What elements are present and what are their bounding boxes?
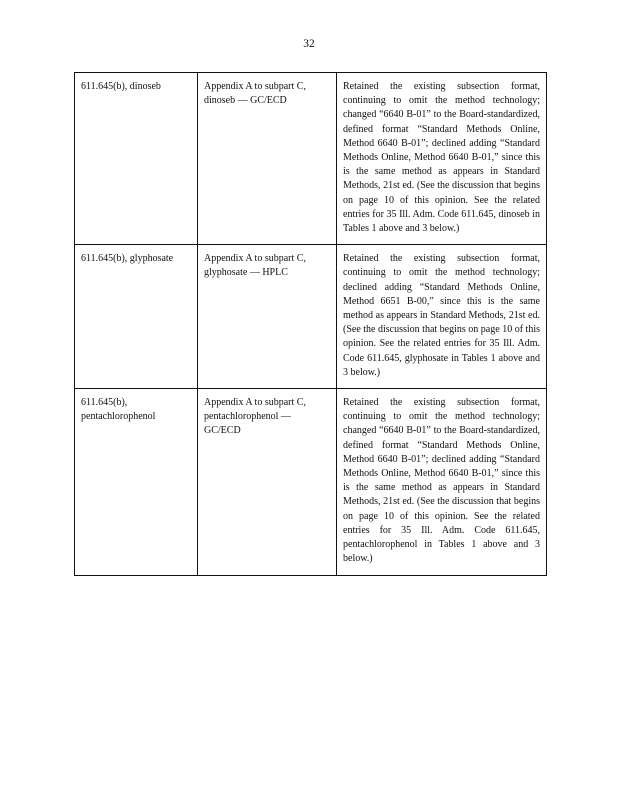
- section-cell: 611.645(b), pentachlorophenol: [75, 389, 198, 575]
- section-cell: 611.645(b), dinoseb: [75, 73, 198, 245]
- table-row: [75, 245, 547, 389]
- reference-cell: Appendix A to subpart C, pentachlorophenol — GC/ECD: [198, 389, 337, 575]
- table-row: [75, 73, 547, 245]
- reference-cell: Appendix A to subpart C, glyphosate — HPLC: [198, 245, 337, 389]
- comment-cell: Retained the existing subsection format, continuing to omit the method technology; declined adding “Standard Methods Online, Method 6651 B-00,” since this is the same method as appears in Standard Methods, 21st ed. (See the discussion that begins on page 10 of this opinion. See the related entries for 35 Ill. Adm. Code 611.645, glyphosate in Tables 1 above and 3 below.): [337, 245, 547, 389]
- section-cell: 611.645(b), glyphosate: [75, 245, 198, 389]
- table-row: [75, 389, 547, 575]
- comment-cell: Retained the existing subsection format, continuing to omit the method technology; changed “6640 B-01” to the Board-standardized, defined format “Standard Methods Online, Method 6640 B-01”; declined adding “Standard Methods Online, Method 6640 B-01,” since this is the same method as appears in Standard Methods, 21st ed. (See the discussion that begins on page 10 of this opinion. See the related entries for 35 Ill. Adm. Code 611.645, pentachlorophenol in Tables 1 above and 3 below.): [337, 389, 547, 575]
- regulation-table: [74, 72, 547, 576]
- page-number: 32: [303, 38, 315, 50]
- reference-cell: Appendix A to subpart C, dinoseb — GC/ECD: [198, 73, 337, 245]
- comment-cell: Retained the existing subsection format, continuing to omit the method technology; changed “6640 B-01” to the Board-standardized, defined format “Standard Methods Online, Method 6640 B-01”; declined adding “Standard Methods Online, Method 6640 B-01,” since this is the same method as appears in Standard Methods, 21st ed. (See the discussion that begins on page 10 of this opinion. See the related entries for 35 Ill. Adm. Code 611.645, dinoseb in Tables 1 above and 3 below.): [337, 73, 547, 245]
